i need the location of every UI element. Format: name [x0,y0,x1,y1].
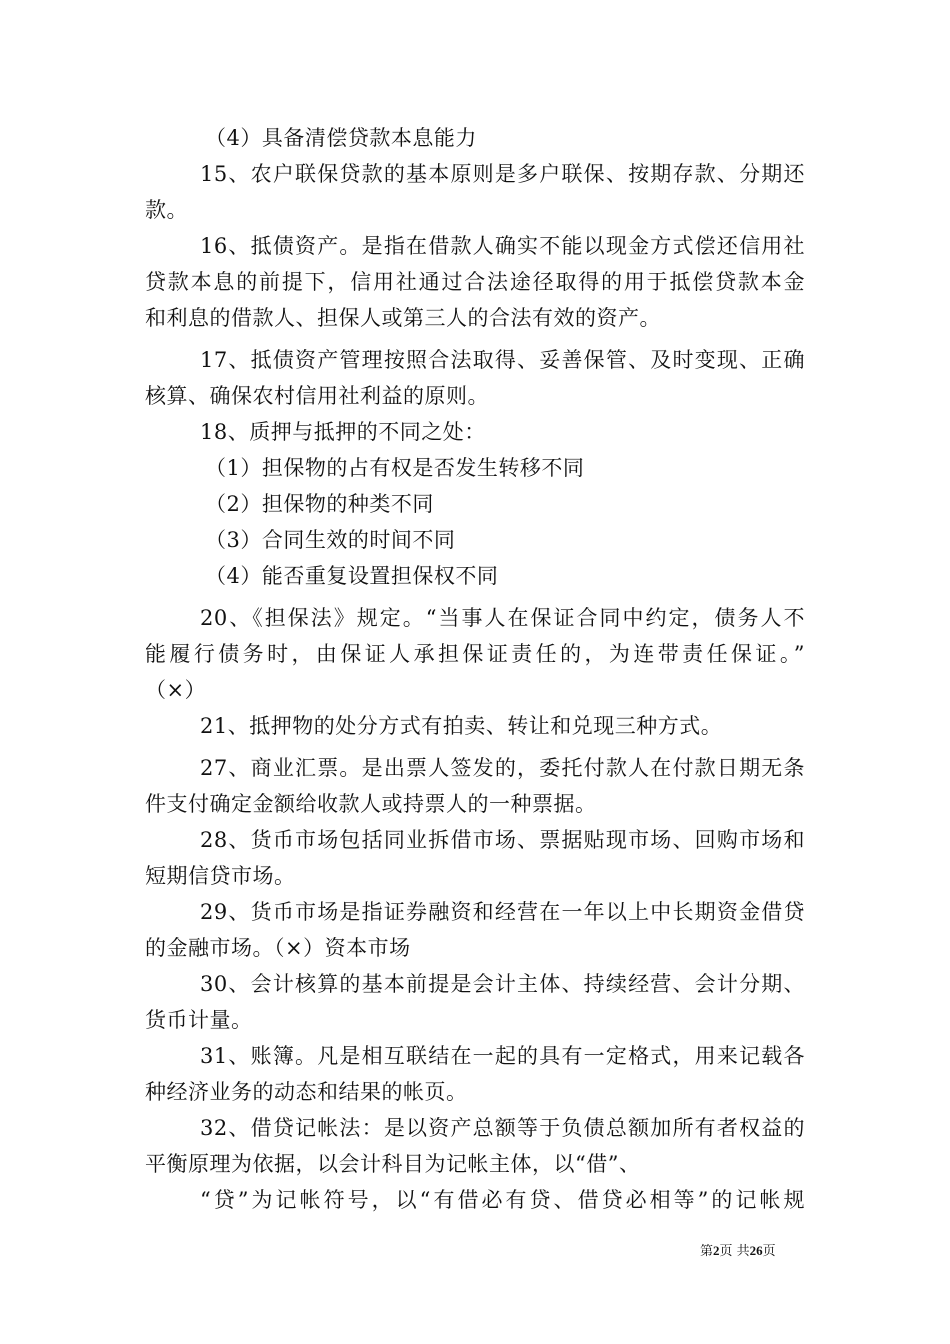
text-line-19: 件支付确定金额给收款人或持票人的一种票据。 [145,792,597,816]
text-line-14: 20、《担保法》规定。“当事人在保证合同中约定，债务人不 [200,606,805,630]
text-line-3: 款。 [145,198,188,222]
text-line-12: （3）合同生效的时间不同 [205,528,456,552]
text-line-10: （1）担保物的占有权是否发生转移不同 [205,456,585,480]
text-line-7: 17、抵债资产管理按照合法取得、妥善保管、及时变现、正确 [200,348,805,372]
text-line-23: 的金融市场。（×）资本市场 [145,936,411,960]
text-line-26: 31、账簿。凡是相互联结在一起的具有一定格式，用来记载各 [200,1044,805,1068]
text-line-1: （4）具备清偿贷款本息能力 [205,126,477,150]
text-line-9: 18、质押与抵押的不同之处： [200,420,486,444]
text-line-17: 21、抵押物的处分方式有拍卖、转让和兑现三种方式。 [200,714,723,738]
text-line-16: （×） [145,678,207,702]
text-line-25: 货币计量。 [145,1008,253,1032]
footer-middle: 页 共 [719,1244,750,1259]
text-line-5: 贷款本息的前提下，信用社通过合法途径取得的用于抵偿贷款本金 [145,270,805,294]
text-line-24: 30、会计核算的基本前提是会计主体、持续经营、会计分期、 [200,972,805,996]
text-line-20: 28、货币市场包括同业拆借市场、票据贴现市场、回购市场和 [200,828,805,852]
footer-prefix: 第 [700,1244,714,1259]
footer-suffix: 页 [762,1244,776,1259]
footer-current-page: 2 [713,1243,720,1258]
text-line-28: 32、借贷记帐法：是以资产总额等于负债总额加所有者权益的 [200,1116,805,1140]
text-line-29: 平衡原理为依据，以会计科目为记帐主体，以“借”、 [145,1152,641,1176]
text-line-27: 种经济业务的动态和结果的帐页。 [145,1080,468,1104]
text-line-6: 和利息的借款人、担保人或第三人的合法有效的资产。 [145,306,661,330]
page-number-footer [700,1243,776,1260]
text-line-15: 能履行债务时，由保证人承担保证责任的，为连带责任保证。” [145,642,805,666]
text-line-30: “贷”为记帐符号，以“有借必有贷、借贷必相等”的记帐规 [200,1188,805,1212]
text-line-4: 16、抵债资产。是指在借款人确实不能以现金方式偿还信用社 [200,234,805,258]
text-line-21: 短期信贷市场。 [145,864,296,888]
text-line-8: 核算、确保农村信用社利益的原则。 [145,384,489,408]
text-line-13: （4）能否重复设置担保权不同 [205,564,499,588]
text-line-22: 29、货币市场是指证券融资和经营在一年以上中长期资金借贷 [200,900,805,924]
text-line-18: 27、商业汇票。是出票人签发的，委托付款人在付款日期无条 [200,756,805,780]
text-line-11: （2）担保物的种类不同 [205,492,434,516]
footer-total-pages: 26 [749,1243,763,1258]
text-line-2: 15、农户联保贷款的基本原则是多户联保、按期存款、分期还 [200,162,805,186]
